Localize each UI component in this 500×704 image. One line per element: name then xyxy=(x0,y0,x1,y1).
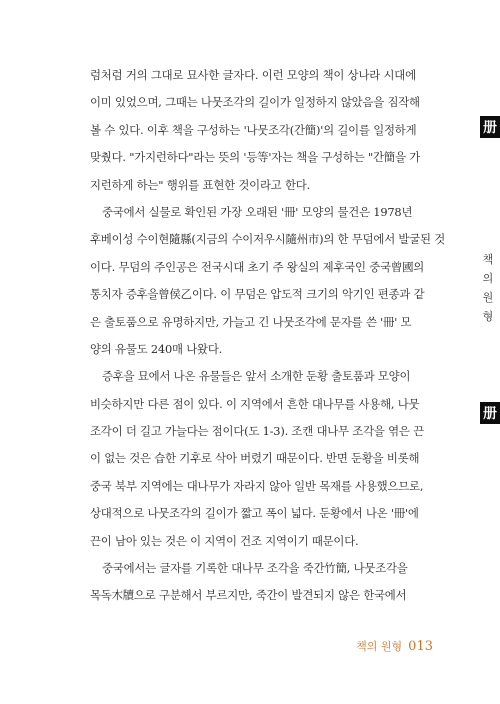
text-line: 이 없는 것은 습한 기후로 삭아 버렸기 때문이다. 반면 둔황을 비롯해 xyxy=(90,451,420,466)
side-label-char: 책 xyxy=(482,253,494,266)
text-line: 중국에서는 글자를 기록한 대나무 조각을 죽간竹簡, 나뭇조각을 xyxy=(102,561,408,576)
chapter-tab-top xyxy=(480,116,500,138)
side-label-char: 형 xyxy=(482,310,494,323)
page-footer xyxy=(356,638,433,654)
side-label-char: 원 xyxy=(482,291,494,304)
chapter-tab-bottom xyxy=(480,402,500,424)
text-line: 맞췄다. "가지런하다"라는 뜻의 '등等'자는 책을 구성하는 "간簡을 가 xyxy=(90,150,421,165)
page-number: 013 xyxy=(408,639,433,654)
text-line: 목독木牘으로 구분해서 부르지만, 죽간이 발견되지 않은 한국에서 xyxy=(90,588,407,603)
running-title: 책의 원형 xyxy=(356,640,403,653)
side-label-char: 의 xyxy=(482,272,494,285)
book-glyph-icon: 册 xyxy=(483,120,497,136)
book-glyph-icon: 册 xyxy=(483,406,497,422)
text-line: 은 출토품으로 유명하지만, 가늘고 긴 나뭇조각에 문자를 쓴 '冊' 모 xyxy=(90,314,412,329)
text-line: 이미 있었으며, 그때는 나뭇조각의 길이가 일정하지 않았음을 짐작해 xyxy=(90,95,420,110)
text-line: 중국 북부 지역에는 대나무가 자라지 않아 일반 목재를 사용했으므로, xyxy=(90,478,424,493)
text-line: 끈이 남아 있는 것은 이 지역이 건조 지역이기 때문이다. xyxy=(90,533,359,548)
text-line: 양의 유물도 240매 나왔다. xyxy=(90,341,223,356)
text-line: 비슷하지만 다른 점이 있다. 이 지역에서 흔한 대나무를 사용해, 나뭇 xyxy=(90,396,420,411)
text-line: 상대적으로 나뭇조각의 길이가 짧고 폭이 넓다. 둔황에서 나온 '冊'에 xyxy=(90,506,419,521)
text-line: 볼 수 있다. 이후 책을 구성하는 '나뭇조각(간簡)'의 길이를 일정하게 xyxy=(90,122,417,137)
text-line: 증후을 묘에서 나온 유물들은 앞서 소개한 둔황 출토품과 모양이 xyxy=(102,369,411,384)
chapter-side-label xyxy=(479,250,497,326)
text-line: 럼처럼 거의 그대로 묘사한 글자다. 이런 모양의 책이 상나라 시대에 xyxy=(90,68,416,82)
text-line: 조각이 더 길고 가늘다는 점이다(도 1-3). 조캔 대나무 조각을 엮은 끈 xyxy=(90,424,424,439)
text-line: 이다. 무덤의 주인공은 전국시대 초기 주 왕실의 제후국인 중국曾國의 xyxy=(90,259,425,274)
text-line: 지런하게 하는" 행위를 표현한 것이라고 한다. xyxy=(90,177,311,192)
text-line: 후베이성 수이현隨縣(지금의 수이저우시隨州市)의 한 무덤에서 발굴된 것 xyxy=(90,232,446,247)
body-text xyxy=(90,62,446,610)
text-line: 중국에서 실물로 확인된 가장 오래된 '冊' 모양의 물건은 1978년 xyxy=(102,204,413,219)
text-line: 통치자 증후을曾侯乙이다. 이 무덤은 압도적 크기의 악기인 편종과 같 xyxy=(90,287,425,302)
